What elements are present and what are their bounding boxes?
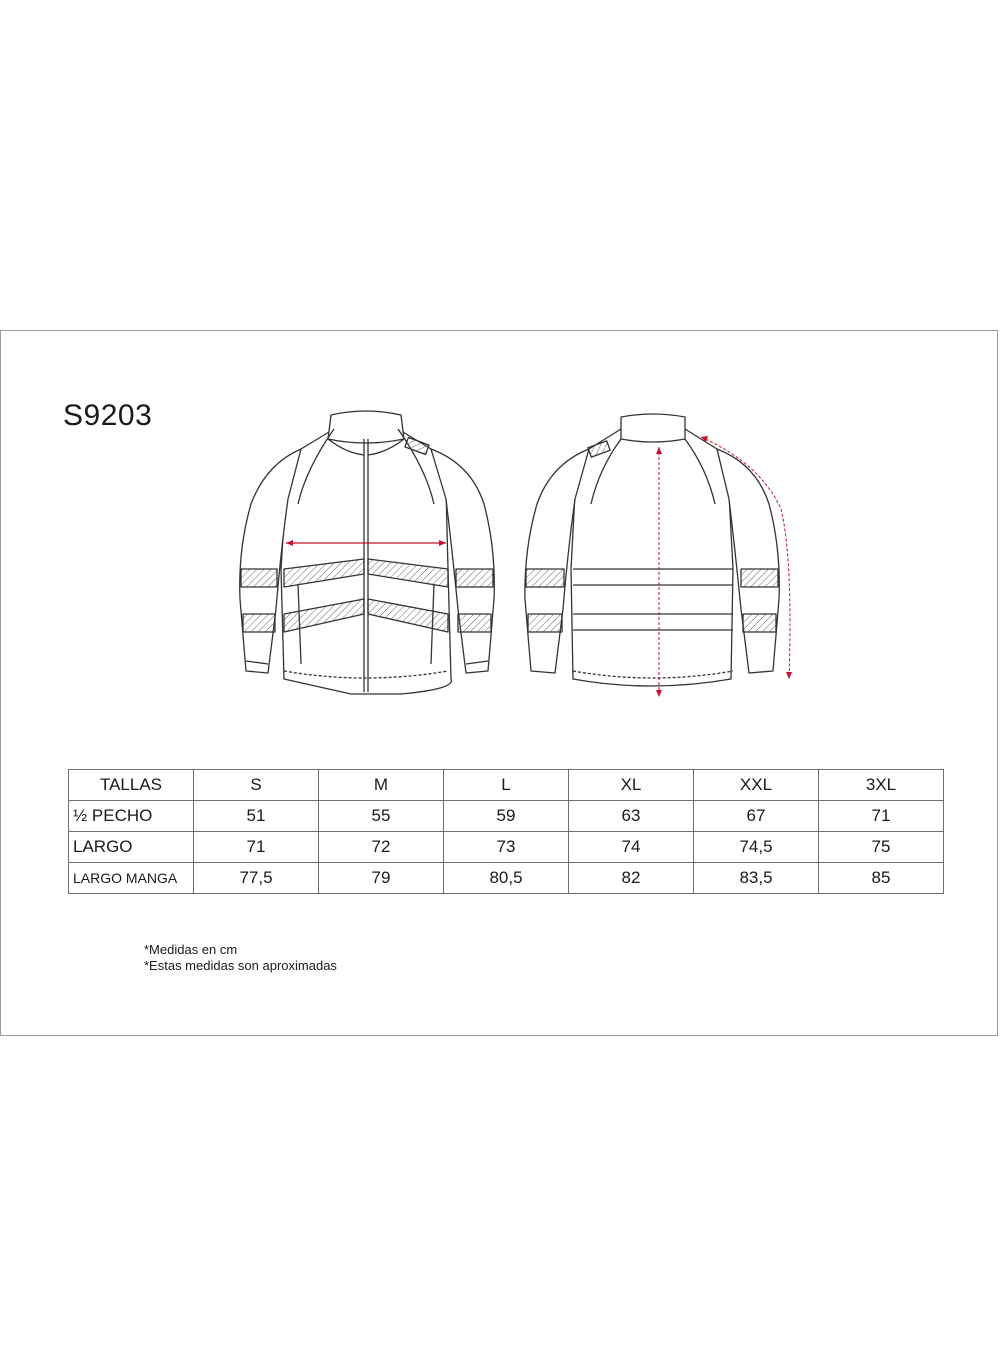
size-header-cell: XXL [694,770,819,801]
table-cell: 83,5 [694,863,819,894]
row-label: ½ PECHO [69,801,194,832]
size-header-cell: XL [569,770,694,801]
sizes-header-label: TALLAS [69,770,194,801]
table-cell: 63 [569,801,694,832]
jacket-front-icon [226,409,516,705]
size-header-cell: 3XL [819,770,944,801]
table-cell: 74 [569,832,694,863]
table-cell: 75 [819,832,944,863]
row-label: LARGO [69,832,194,863]
table-cell: 71 [194,832,319,863]
size-header-cell: L [444,770,569,801]
jacket-back-icon [511,409,801,705]
table-header-row [69,770,944,801]
table-cell: 80,5 [444,863,569,894]
table-cell: 59 [444,801,569,832]
size-header-cell: S [194,770,319,801]
model-code: S9203 [63,399,153,432]
table-row [69,801,944,832]
note-approximate: *Estas medidas son aproximadas [144,958,337,973]
table-cell: 73 [444,832,569,863]
table-row [69,832,944,863]
size-table [68,769,944,894]
table-cell: 79 [319,863,444,894]
table-cell: 55 [319,801,444,832]
table-cell: 85 [819,863,944,894]
table-cell: 72 [319,832,444,863]
table-cell: 51 [194,801,319,832]
size-sheet [0,330,998,1036]
table-cell: 82 [569,863,694,894]
table-cell: 71 [819,801,944,832]
note-units: *Medidas en cm [144,942,238,957]
table-row [69,863,944,894]
notes [144,942,337,974]
table-cell: 67 [694,801,819,832]
size-header-cell: M [319,770,444,801]
table-cell: 74,5 [694,832,819,863]
table-cell: 77,5 [194,863,319,894]
row-label: LARGO MANGA [69,863,194,894]
